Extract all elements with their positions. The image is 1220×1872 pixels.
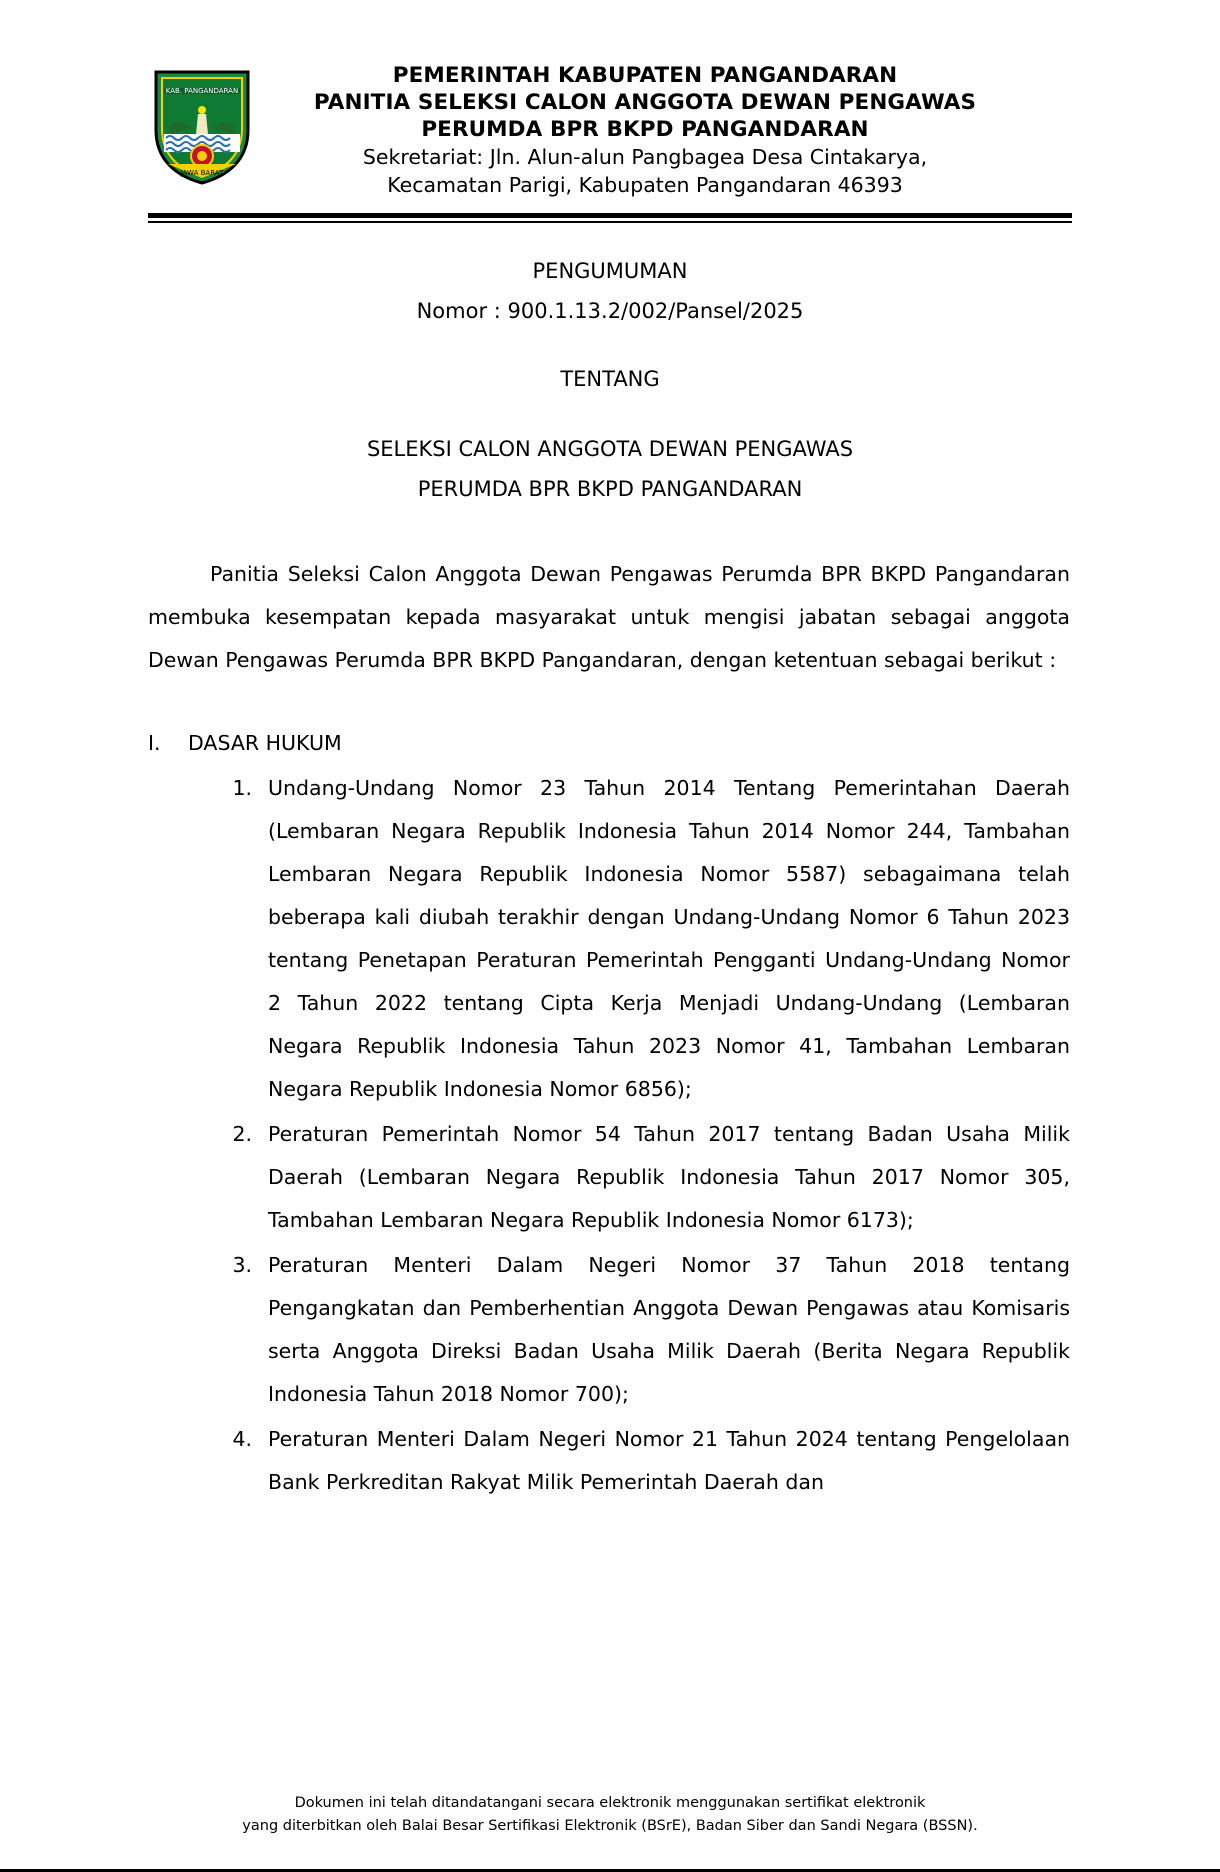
header-line-2: PANITIA SELEKSI CALON ANGGOTA DEWAN PENGAWAS: [313, 90, 977, 115]
legal-basis-list: [226, 767, 1070, 1504]
list-item-text: Peraturan Menteri Dalam Negeri Nomor 37 Tahun 2018 tentang Pengangkatan dan Pemberhentian Anggota Dewan Pengawas atau Komisaris serta Anggota Direksi Badan Usaha Milik Daerah (Berita Negara Republik Indonesia Tahun 2018 Nomor 700);: [268, 1253, 1070, 1406]
announcement-about: TENTANG: [560, 367, 660, 391]
announcement-subject-line-1: SELEKSI CALON ANGGOTA DEWAN PENGAWAS: [366, 437, 854, 461]
section-dasar-hukum: [148, 722, 1070, 765]
document-footer: [0, 1792, 1220, 1838]
announcement-title-block: [0, 251, 1220, 509]
document-header: [0, 0, 1220, 199]
list-item: [226, 1113, 1070, 1242]
footer-line-2: yang diterbitkan oleh Balai Besar Sertifikasi Elektronik (BSrE), Badan Siber dan Sandi Negara (BSSN).: [242, 1818, 978, 1834]
svg-text:JAWA BARAT: JAWA BARAT: [180, 169, 224, 177]
logo-container: [148, 62, 256, 186]
announcement-number: Nomor : 900.1.13.2/002/Pansel/2025: [416, 299, 804, 323]
intro-paragraph: Panitia Seleksi Calon Anggota Dewan Pengawas Perumda BPR BKPD Pangandaran membuka kesempatan kepada masyarakat untuk mengisi jabatan sebagai anggota Dewan Pengawas Perumda BPR BKPD Pangandaran, dengan ketentuan sebagai berikut :: [148, 562, 1070, 672]
list-item: [226, 1418, 1070, 1504]
header-address-line-1: Sekretariat: Jln. Alun-alun Pangbagea Desa Cintakarya,: [362, 145, 928, 169]
document-body: [0, 553, 1220, 1504]
announcement-subject-line-2: PERUMDA BPR BKPD PANGANDARAN: [417, 477, 803, 501]
header-address-line-2: Kecamatan Parigi, Kabupaten Pangandaran 46393: [387, 173, 903, 197]
header-divider: [148, 213, 1072, 223]
list-item-number: 3.: [232, 1253, 252, 1277]
header-line-1: PEMERINTAH KABUPATEN PANGANDARAN: [392, 63, 898, 88]
footer-line-1: Dokumen ini telah ditandatangani secara elektronik menggunakan sertifikat elektronik: [294, 1795, 926, 1811]
list-item-text: Undang-Undang Nomor 23 Tahun 2014 Tentang Pemerintahan Daerah (Lembaran Negara Republik Indonesia Tahun 2014 Nomor 244, Tambahan Lembaran Negara Republik Indonesia Nomor 5587) sebagaimana telah beberapa kali diubah terakhir dengan Undang-Undang Nomor 6 Tahun 2023 tentang Penetapan Peraturan Pemerintah Pengganti Undang-Undang Nomor 2 Tahun 2022 tentang Cipta Kerja Menjadi Undang-Undang (Lembaran Negara Republik Indonesia Tahun 2023 Nomor 41, Tambahan Lembaran Negara Republik Indonesia Nomor 6856);: [268, 776, 1070, 1101]
list-item-text: Peraturan Menteri Dalam Negeri Nomor 21 Tahun 2024 tentang Pengelolaan Bank Perkreditan Rakyat Milik Pemerintah Daerah dan: [268, 1427, 1070, 1494]
section-title: DASAR HUKUM: [188, 731, 342, 755]
list-item: [226, 1244, 1070, 1416]
list-item: [226, 767, 1070, 1111]
section-number: I.: [148, 731, 161, 755]
announcement-heading: PENGUMUMAN: [532, 259, 688, 283]
list-item-number: 2.: [232, 1122, 252, 1146]
list-item-text: Peraturan Pemerintah Nomor 54 Tahun 2017 tentang Badan Usaha Milik Daerah (Lembaran Negara Republik Indonesia Tahun 2017 Nomor 305, Tambahan Lembaran Negara Republik Indonesia Nomor 6173);: [268, 1122, 1070, 1232]
legal-basis-list-container: [148, 767, 1070, 1504]
list-item-number: 1.: [232, 776, 252, 800]
pangandaran-seal-icon: [152, 68, 252, 186]
list-item-number: 4.: [232, 1427, 252, 1451]
header-line-3: PERUMDA BPR BKPD PANGANDARAN: [421, 117, 869, 142]
svg-text:KAB. PANGANDARAN: KAB. PANGANDARAN: [165, 87, 239, 95]
